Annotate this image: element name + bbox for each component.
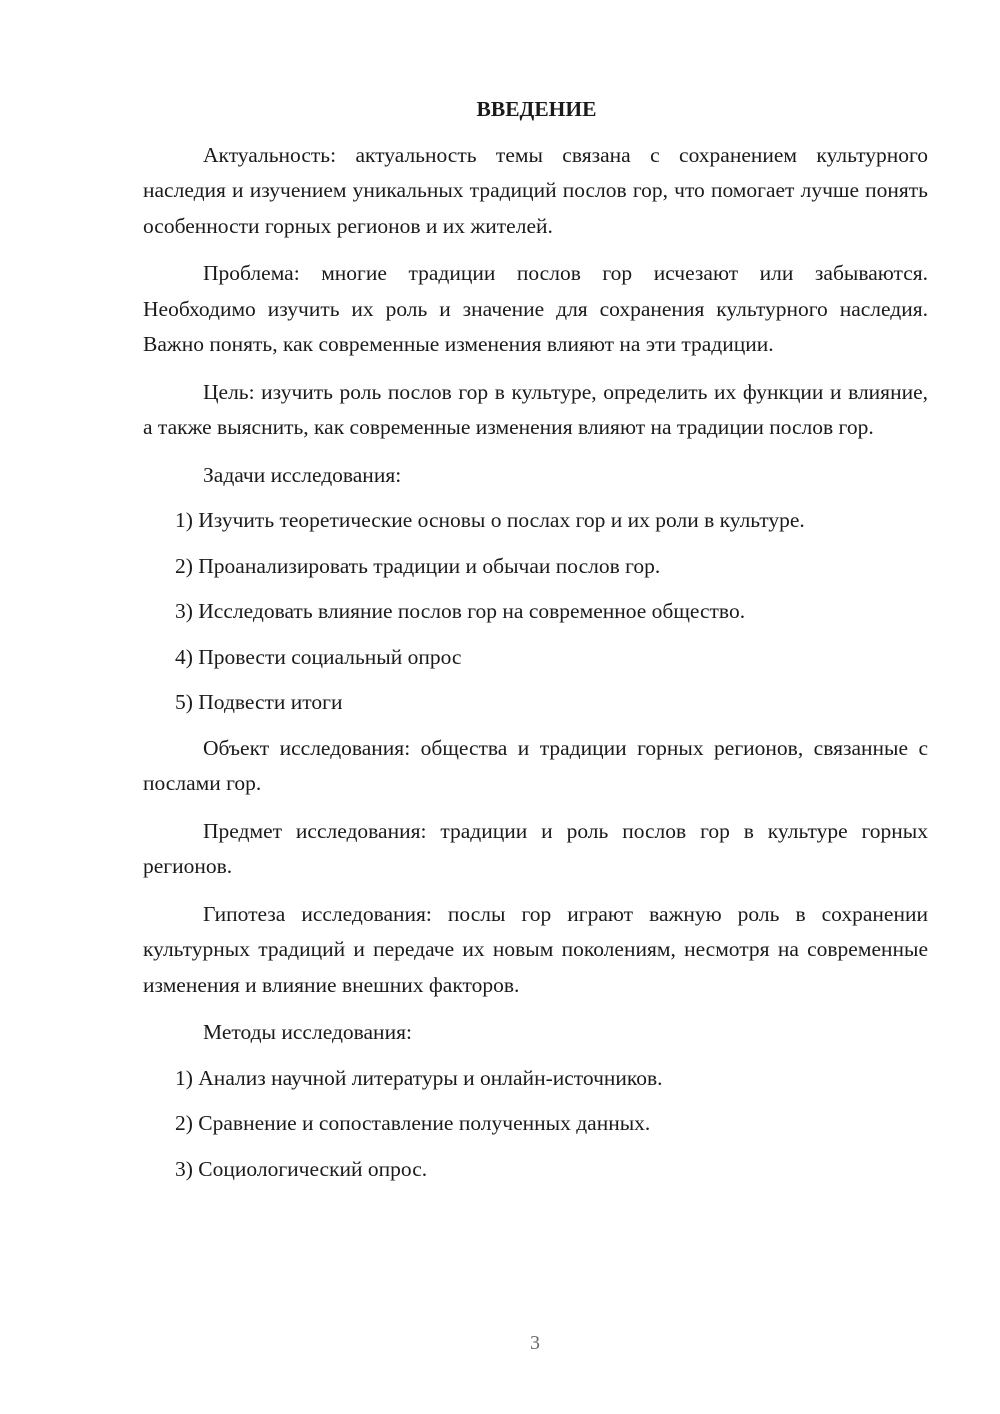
tasks-heading: Задачи исследования: — [203, 462, 402, 487]
task-item-5: 5) Подвести итоги — [175, 690, 343, 714]
paragraph-object: Объект исследования: общества и традиции горных регионов, связанные с послами гор. — [143, 735, 928, 795]
paragraph-hypothesis: Гипотеза исследования: послы гор играют важную роль в сохранении культурных традиций и передаче их новым поколениям, несмотря на современные изменения и влияние внешних факторов. — [143, 901, 928, 997]
method-item-1: 1) Анализ научной литературы и онлайн-источников. — [175, 1065, 663, 1090]
task-item-2: 2) Проанализировать традиции и обычаи послов гор. — [175, 553, 661, 578]
paragraph-goal: Цель: изучить роль послов гор в культуре, определить их функции и влияние, а также выяснить, как современные изменения влияют на традиции послов гор. — [143, 379, 928, 439]
paragraph-subject: Предмет исследования: традиции и роль послов гор в культуре горных регионов. — [143, 818, 928, 878]
paragraph-relevance: Актуальность: актуальность темы связана с сохранением культурного наследия и изучением уникальных традиций послов гор, что помогает лучше понять особенности горных регионов и их жителей. — [143, 142, 928, 238]
page-content — [143, 92, 928, 1187]
task-item-1: 1) Изучить теоретические основы о послах гор и их роли в культуре. — [175, 508, 805, 532]
methods-heading: Методы исследования: — [203, 1020, 412, 1044]
task-item-3: 3) Исследовать влияние послов гор на современное общество. — [175, 599, 746, 623]
section-title: ВВЕДЕНИЕ — [476, 97, 597, 121]
paragraph-problem: Проблема: многие традиции послов гор исчезают или забываются. Необходимо изучить их роль и значение для сохранения культурного наследия. Важно понять, как современные изменения влияют на эти традиции. — [143, 261, 928, 356]
method-item-3: 3) Социологический опрос. — [175, 1156, 428, 1181]
task-item-4: 4) Провести социальный опрос — [175, 644, 462, 669]
page-number: 3 — [530, 1332, 540, 1354]
method-item-2: 2) Сравнение и сопоставление полученных данных. — [175, 1111, 651, 1135]
